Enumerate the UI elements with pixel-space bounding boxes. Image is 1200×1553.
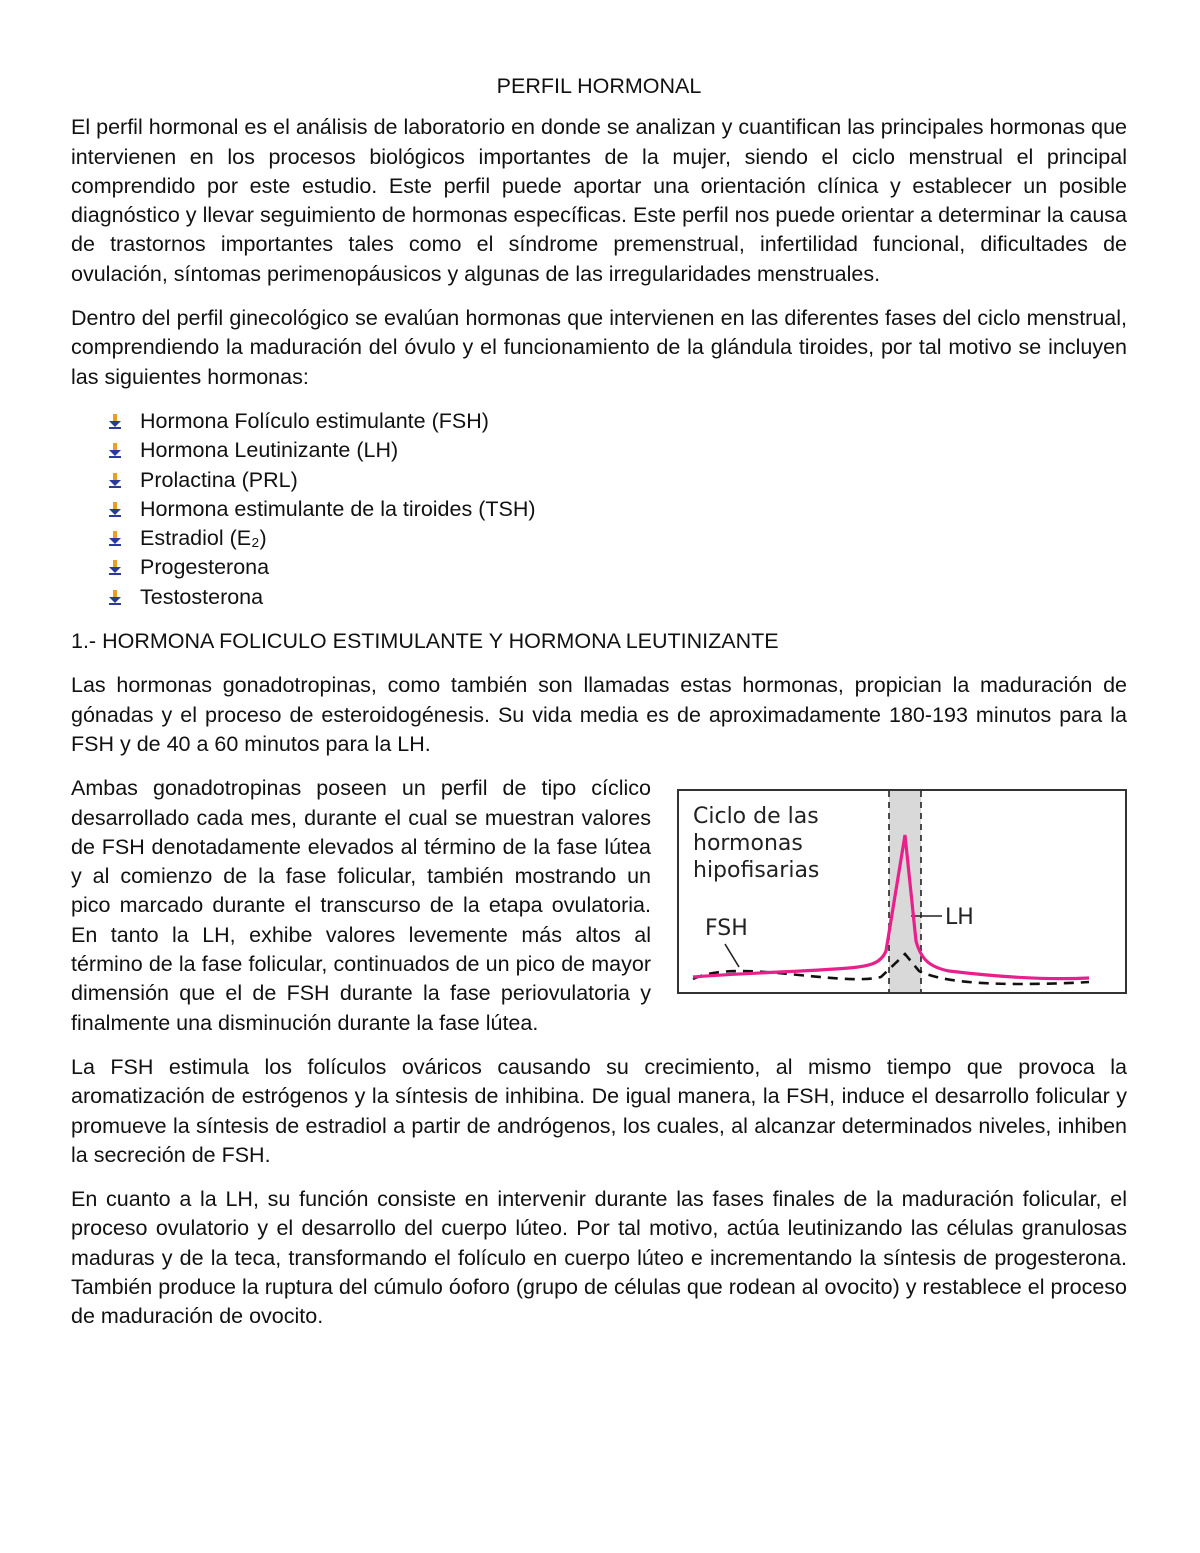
list-item xyxy=(107,495,1127,524)
paragraph-fsh-function: La FSH estimula los folículos ováricos causando su crecimiento, al mismo tiempo que provoca la aromatización de estrógenos y la síntesis de inhibina. De igual manera, la FSH, induce el desarrollo folicular y promueve la síntesis de estradiol a partir de andrógenos, los cuales, al alcanzar determinados niveles, inhiben la secreción de FSH. xyxy=(71,1054,1127,1167)
list-item-text: Hormona estimulante de la tiroides (TSH) xyxy=(140,496,536,521)
paragraph-cyclic-profile: Ambas gonadotropinas poseen un perfil de tipo cíclico desarrollado cada mes, durante el cual se muestran valores de FSH denotadamente elevados al término de la fase lútea y al comienzo de la fase folicular, también mostrando un pico marcado durante el transcurso de la etapa ovulatoria. En tanto la LH, exhibe valores levemente más altos al término de la fase folicular, continuados de un pico de mayor dimensión que el de FSH durante la fase periovulatoria y finalmente una disminución durante la fase lútea. xyxy=(71,776,651,1035)
figure-title-line-3: hipofisarias xyxy=(693,858,820,884)
list-item xyxy=(107,466,1127,495)
figure-title-line-2: hormonas xyxy=(693,831,803,857)
section-heading-fsh-lh: 1.- HORMONA FOLICULO ESTIMULANTE Y HORMONA LEUTINIZANTE xyxy=(71,629,779,654)
paragraph-intro: El perfil hormonal es el análisis de laboratorio en donde se analizan y cuantifican las principales hormonas que intervienen en los procesos biológicos importantes de la mujer, siendo el ciclo menstrual el principal comprendido por este estudio. Este perfil puede aportar una orientación clínica y establecer un posible diagnóstico y llevar seguimiento de hormonas específicas. Este perfil nos puede orientar a determinar la causa de trastornos importantes tales como el síndrome premenstrual, infertilidad funcional, dificultades de ovulación, síntomas perimenopáusicos y algunas de las irregularidades menstruales. xyxy=(71,115,1127,286)
list-item-text: Prolactina (PRL) xyxy=(140,467,298,492)
list-item-text: Estradiol (E₂) xyxy=(140,526,267,551)
hormone-cycle-figure xyxy=(677,789,1127,994)
hormone-cycle-diagram xyxy=(679,791,1125,992)
document-page xyxy=(71,72,1127,1347)
document-title: PERFIL HORMONAL xyxy=(496,74,702,98)
list-item xyxy=(107,524,1127,553)
fsh-curve-label: FSH xyxy=(705,916,748,942)
hormone-list xyxy=(71,407,1127,612)
paragraph-lh-function: En cuanto a la LH, su función consiste en intervenir durante las fases finales de la maduración folicular, el proceso ovulatorio y el desarrollo del cuerpo lúteo. Por tal motivo, actúa leutinizando las células granulosas maduras y de la teca, transformando el folículo en cuerpo lúteo e incrementando la síntesis de progesterona. También produce la ruptura del cúmulo óoforo (grupo de células que rodean al ovocito) y restablece el proceso de maduración de ovocito. xyxy=(71,1187,1127,1329)
lh-curve-label: LH xyxy=(945,905,974,931)
arrow-bullet-icon xyxy=(107,530,123,546)
list-item-text: Progesterona xyxy=(140,555,270,580)
fsh-label-pointer xyxy=(725,944,739,967)
arrow-bullet-icon xyxy=(107,559,123,575)
paragraph-gonadotropins: Las hormonas gonadotropinas, como también son llamadas estas hormonas, propician la maduración de gónadas y el proceso de esteroidogénesis. Su vida media es de aproximadamente 180-193 minutos para la FSH y de 40 a 60 minutos para la LH. xyxy=(71,673,1127,756)
arrow-bullet-icon xyxy=(107,589,123,605)
list-item-text: Hormona Leutinizante (LH) xyxy=(140,438,399,463)
arrow-bullet-icon xyxy=(107,501,123,517)
list-item-text: Testosterona xyxy=(140,584,264,609)
arrow-bullet-icon xyxy=(107,472,123,488)
list-item xyxy=(107,583,1127,612)
figure-title-line-1: Ciclo de las xyxy=(693,804,819,830)
arrow-bullet-icon xyxy=(107,442,123,458)
paragraph-gyneco-profile: Dentro del perfil ginecológico se evalúan hormonas que intervienen en las diferentes fases del ciclo menstrual, comprendiendo la maduración del óvulo y el funcionamiento de la glándula tiroides, por tal motivo se incluyen las siguientes hormonas: xyxy=(71,306,1127,389)
figure-row xyxy=(71,774,1127,1038)
list-item-text: Hormona Folículo estimulante (FSH) xyxy=(140,408,489,433)
ovulation-band xyxy=(889,791,921,992)
list-item xyxy=(107,553,1127,582)
list-item xyxy=(107,436,1127,465)
arrow-bullet-icon xyxy=(107,413,123,429)
list-item xyxy=(107,407,1127,436)
